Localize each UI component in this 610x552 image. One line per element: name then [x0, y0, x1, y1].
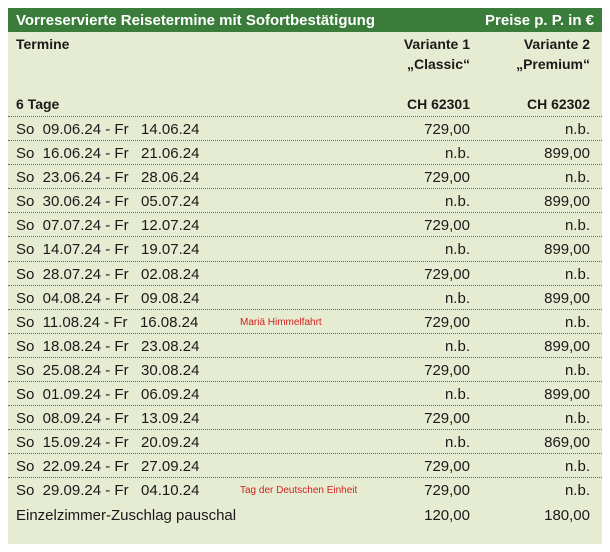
- price-variant1: 729,00: [424, 169, 470, 187]
- table-row: [8, 262, 602, 286]
- price-variant1: 729,00: [424, 313, 470, 331]
- table-row: [8, 189, 602, 213]
- price-variant1: n.b.: [444, 434, 470, 452]
- header-variant2-name: Variante 2: [523, 36, 590, 52]
- single-room-v2: 180,00: [544, 506, 590, 524]
- single-room-v1: 120,00: [424, 506, 470, 524]
- header-days: 6 Tage: [16, 96, 60, 112]
- table-row: [8, 406, 602, 430]
- price-variant2: n.b.: [564, 217, 590, 235]
- date-range: So 07.07.24 - Fr 12.07.24: [16, 217, 200, 235]
- table-row: [8, 141, 602, 165]
- date-range: So 30.06.24 - Fr 05.07.24: [16, 193, 200, 211]
- table-row: [8, 454, 602, 478]
- price-variant2: n.b.: [564, 169, 590, 187]
- single-room-row: [8, 503, 602, 527]
- date-range: So 01.09.24 - Fr 06.09.24: [16, 386, 200, 404]
- price-table: [8, 8, 602, 544]
- price-variant2: 899,00: [544, 145, 590, 163]
- header-variant1-code: CH 62301: [406, 96, 470, 112]
- price-variant1: n.b.: [444, 241, 470, 259]
- single-room-label: Einzelzimmer-Zuschlag pauschal: [16, 506, 237, 524]
- price-variant2: 899,00: [544, 241, 590, 259]
- table-row: [8, 358, 602, 382]
- date-range: So 14.07.24 - Fr 19.07.24: [16, 241, 200, 259]
- header-variant1-name: Variante 1: [403, 36, 470, 52]
- price-variant2: n.b.: [564, 482, 590, 500]
- date-range: So 28.07.24 - Fr 02.08.24: [16, 265, 200, 283]
- header-termine: Termine: [16, 36, 70, 52]
- price-variant2: n.b.: [564, 361, 590, 379]
- table-row: [8, 286, 602, 310]
- date-range: So 25.08.24 - Fr 30.08.24: [16, 361, 200, 379]
- price-variant2: n.b.: [564, 410, 590, 428]
- date-range: So 08.09.24 - Fr 13.09.24: [16, 410, 200, 428]
- date-range: So 15.09.24 - Fr 20.09.24: [16, 434, 200, 452]
- table-row: [8, 334, 602, 358]
- price-variant2: n.b.: [564, 458, 590, 476]
- price-variant1: 729,00: [424, 482, 470, 500]
- table-row: [8, 165, 602, 189]
- table-row: [8, 382, 602, 406]
- header-variant2-sub: „Premium“: [516, 56, 590, 72]
- title-bar: [8, 8, 602, 32]
- price-variant2: 899,00: [544, 386, 590, 404]
- table-row: [8, 117, 602, 141]
- table-row: [8, 213, 602, 237]
- price-variant2: n.b.: [564, 121, 590, 138]
- date-range: So 18.08.24 - Fr 23.08.24: [16, 337, 200, 355]
- table-row: [8, 310, 602, 334]
- holiday-note: Tag der Deutschen Einheit: [240, 485, 358, 497]
- price-variant1: n.b.: [444, 386, 470, 404]
- price-variant1: 729,00: [424, 217, 470, 235]
- price-variant1: n.b.: [444, 337, 470, 355]
- table-row: [8, 237, 602, 261]
- price-variant2: 869,00: [544, 434, 590, 452]
- holiday-note: Mariä Himmelfahrt: [240, 316, 322, 328]
- price-variant1: 729,00: [424, 458, 470, 476]
- table-row: [8, 430, 602, 454]
- price-variant1: 729,00: [424, 410, 470, 428]
- price-variant1: 729,00: [424, 121, 470, 138]
- date-range: So 22.09.24 - Fr 27.09.24: [16, 458, 200, 476]
- price-variant2: 899,00: [544, 289, 590, 307]
- price-variant1: n.b.: [444, 193, 470, 211]
- table-row: [8, 478, 602, 502]
- price-note: Preise p. P. in €: [485, 11, 594, 29]
- price-variant2: n.b.: [564, 265, 590, 283]
- date-range: So 16.06.24 - Fr 21.06.24: [16, 145, 200, 163]
- date-range: So 29.09.24 - Fr 04.10.24: [16, 482, 200, 500]
- price-variant2: n.b.: [564, 313, 590, 331]
- date-range: So 04.08.24 - Fr 09.08.24: [16, 289, 200, 307]
- column-header: [8, 32, 602, 117]
- table-title: Vorreservierte Reisetermine mit Sofortbestätigung: [16, 11, 375, 29]
- header-variant1-sub: „Classic“: [406, 56, 470, 72]
- date-range: So 23.06.24 - Fr 28.06.24: [16, 169, 200, 187]
- price-variant1: n.b.: [444, 289, 470, 307]
- price-variant1: 729,00: [424, 265, 470, 283]
- price-variant1: n.b.: [444, 145, 470, 163]
- price-variant2: 899,00: [544, 193, 590, 211]
- price-variant2: 899,00: [544, 337, 590, 355]
- date-rows: [8, 117, 602, 503]
- header-variant2-code: CH 62302: [526, 96, 590, 112]
- date-range: So 09.06.24 - Fr 14.06.24: [16, 121, 200, 138]
- price-variant1: 729,00: [424, 361, 470, 379]
- date-range: So 11.08.24 - Fr 16.08.24: [16, 313, 199, 331]
